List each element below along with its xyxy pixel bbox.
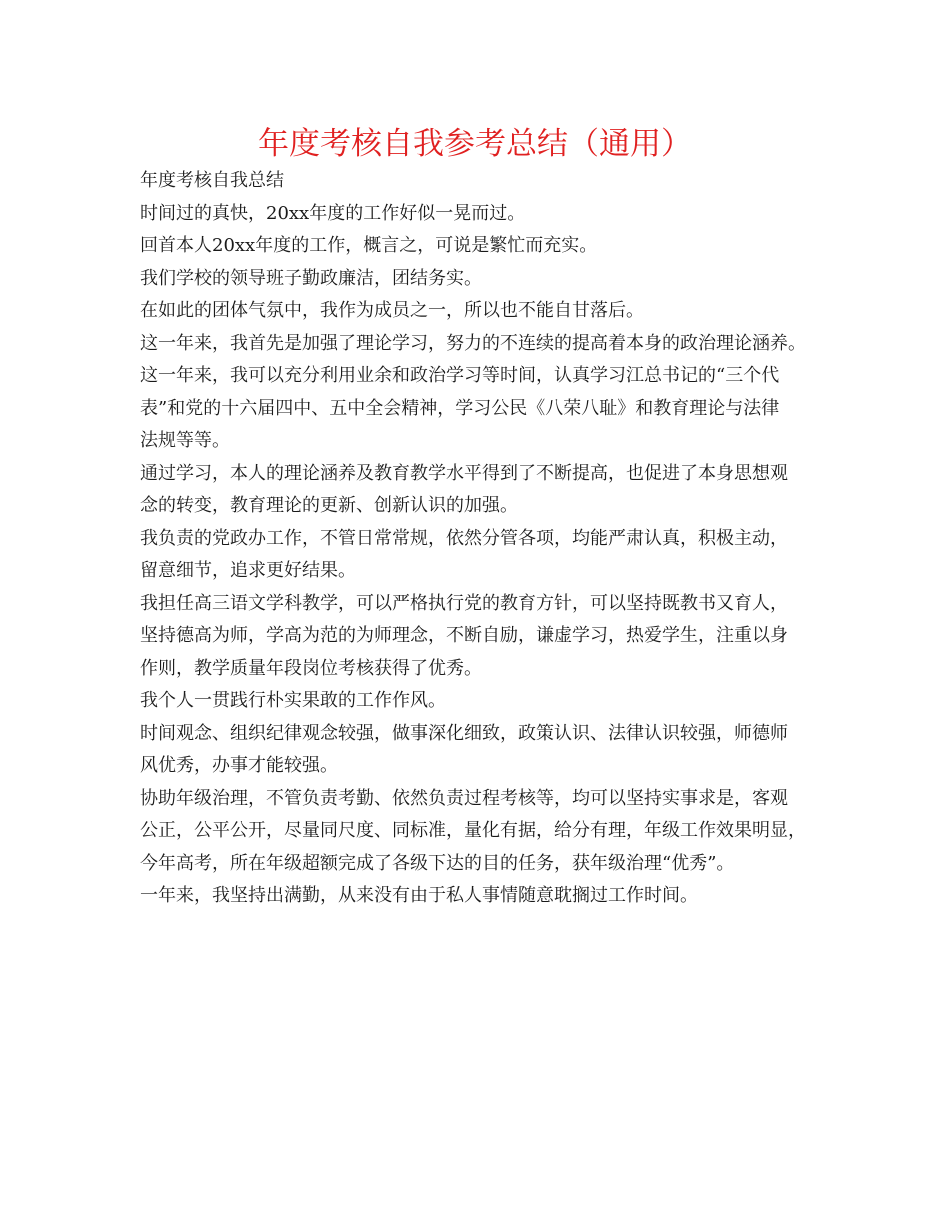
document-body xyxy=(140,165,840,913)
text-line: 我担任高三语文学科教学，可以严格执行党的教育方针，可以坚持既教书又育人， xyxy=(140,592,788,614)
text-line: 年度考核自我总结 xyxy=(140,170,284,191)
text-line: 今年高考，所在年级超额完成了各级下达的目的任务，获年级治理“优秀”。 xyxy=(140,852,735,874)
text-line: 作则，教学质量年段岗位考核获得了优秀。 xyxy=(140,657,482,679)
text-line: 这一年来，我首先是加强了理论学习，努力的不连续的提高着本身的政治理论涵养。 xyxy=(140,332,806,354)
text-line: 回首本人20xx年度的工作，概言之，可说是繁忙而充实。 xyxy=(140,235,598,256)
text-line: 风优秀，办事才能较强。 xyxy=(140,755,338,776)
text-line: 我个人一贯践行朴实果敢的工作作风。 xyxy=(140,690,446,711)
text-line: 协助年级治理，不管负责考勤、依然负责过程考核等，均可以坚持实事求是，客观 xyxy=(140,787,788,809)
text-line: 时间观念、组织纪律观念较强，做事深化细致，政策认识、法律认识较强，师德师 xyxy=(140,722,788,744)
text-line: 留意细节，追求更好结果。 xyxy=(140,560,356,581)
text-line: 法规等等。 xyxy=(140,430,230,451)
text-line: 时间过的真快，20xx年度的工作好似一晃而过。 xyxy=(140,202,526,224)
text-line: 在如此的团体气氛中，我作为成员之一，所以也不能自甘落后。 xyxy=(140,300,644,321)
text-line: 公正，公平公开，尽量同尺度、同标准，量化有据，给分有理，年级工作效果明显， xyxy=(140,820,806,841)
text-line: 我负责的党政办工作，不管日常常规，依然分管各项，均能严肃认真，积极主动， xyxy=(140,527,788,549)
text-line: 表”和党的十六届四中、五中全会精神，学习公民《八荣八耻》和教育理论与法律 xyxy=(140,397,780,419)
text-line: 通过学习，本人的理论涵养及教育教学水平得到了不断提高，也促进了本身思想观 xyxy=(140,462,788,484)
text-line: 坚持德高为师，学高为范的为师理念，不断自励，谦虚学习，热爱学生，注重以身 xyxy=(140,625,788,646)
text-line: 一年来，我坚持出满勤，从来没有由于私人事情随意耽搁过工作时间。 xyxy=(140,885,698,906)
text-line: 我们学校的领导班子勤政廉洁，团结务实。 xyxy=(140,267,482,289)
document-title: 年度考核自我参考总结（通用） xyxy=(258,126,692,162)
text-line: 念的转变，教育理论的更新、创新认识的加强。 xyxy=(140,495,518,516)
text-line: 这一年来，我可以充分利用业余和政治学习等时间，认真学习江总书记的“三个代 xyxy=(140,365,780,386)
